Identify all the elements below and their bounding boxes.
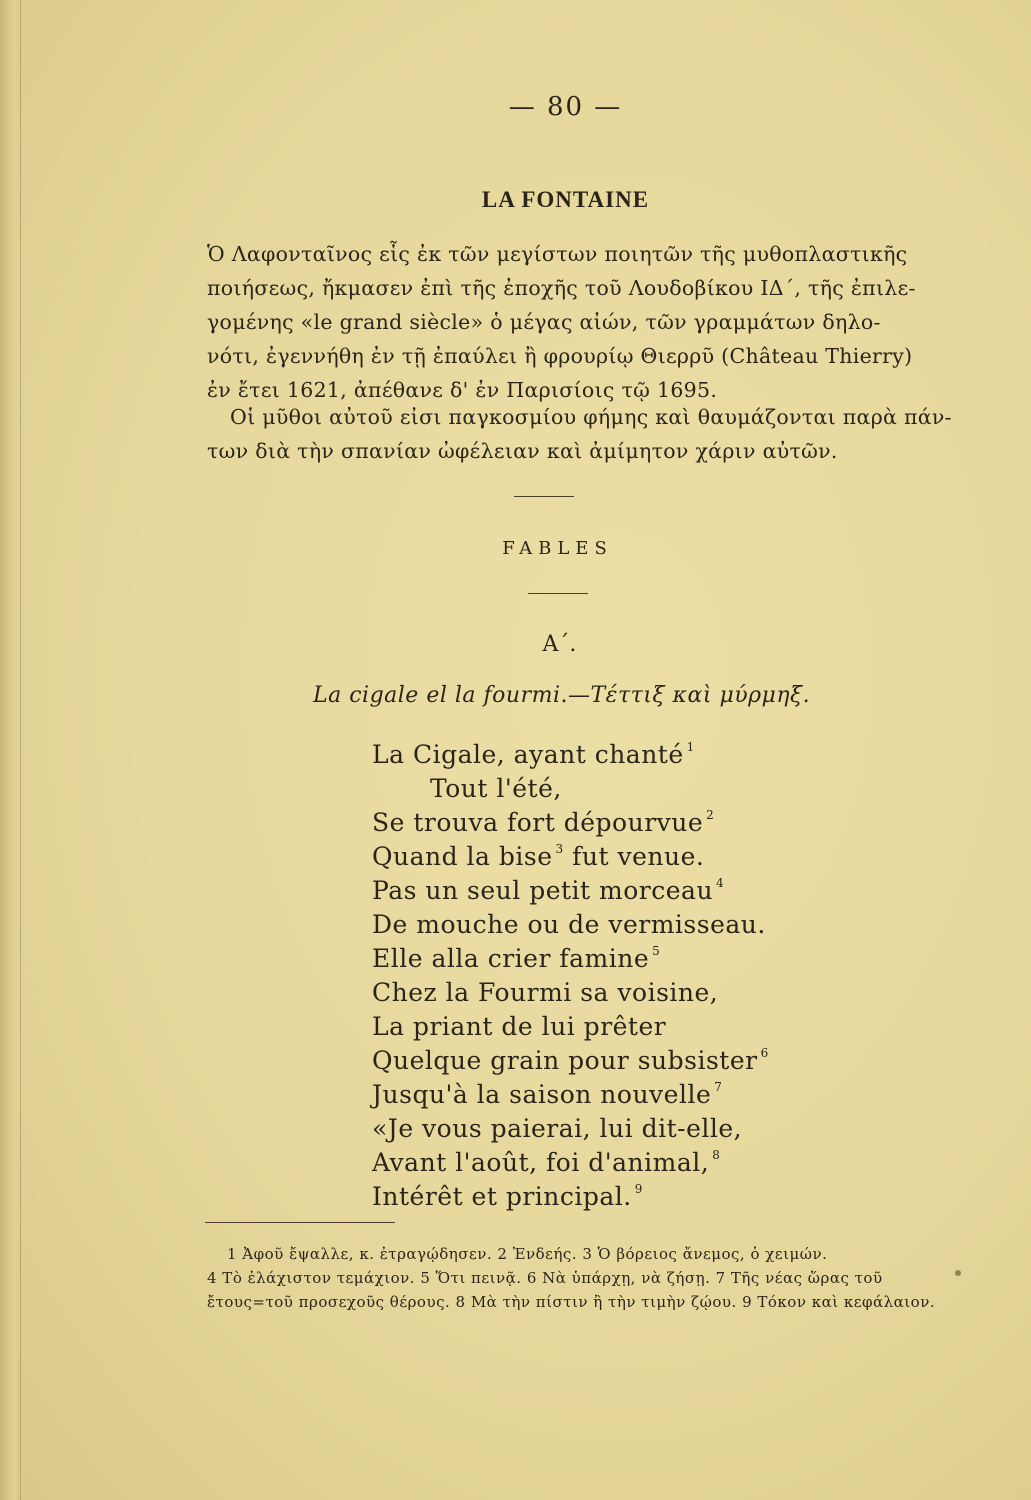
- verse-text: La priant de lui prêter: [372, 1012, 667, 1041]
- footnote-marker: 5: [652, 944, 661, 958]
- intro-line-6: Οἱ μῦθοι αὐτοῦ εἰσι παγκοσμίου φήμης καὶ θαυμάζονται παρὰ πάν-: [230, 405, 952, 429]
- footnote-marker: 8: [712, 1148, 721, 1162]
- footnote-rule: [205, 1222, 395, 1223]
- verse-text: Intérêt et principal.: [372, 1182, 632, 1211]
- verse-text: Pas un seul petit morceau: [372, 876, 714, 905]
- verse-text: «Je vous paierai, lui dit-elle,: [372, 1114, 743, 1143]
- verse-text: Tout l'été,: [430, 774, 562, 803]
- intro-line-4: νότι, ἐγεννήθη ἐν τῇ ἐπαύλει ἢ φρουρίῳ Θιερρῦ (Château Thierry): [207, 344, 913, 368]
- verse-line: [372, 740, 695, 769]
- verse-text: Jusqu'à la saison nouvelle: [372, 1080, 712, 1109]
- footnote-line-3: ἔτους=τοῦ προσεχοῦς θέρους. 8 Μὰ τὴν πίστιν ἢ τὴν τιμὴν ζῴου. 9 Τόκον καὶ κεφάλαιον.: [207, 1293, 936, 1311]
- page-left-edge: [0, 0, 18, 1500]
- fable-number: Α΄.: [542, 632, 577, 657]
- intro-line-3: γομένης «le grand siècle» ὁ μέγας αἰών, τῶν γραμμάτων δηλο-: [207, 310, 881, 334]
- page-fold-line: [20, 0, 21, 1500]
- verse-text: Avant l'août, foi d'animal,: [372, 1148, 710, 1177]
- footnote-marker: 2: [706, 808, 715, 822]
- verse-line: [372, 876, 724, 905]
- page-number: — 80 —: [508, 92, 623, 122]
- divider-rule: [514, 496, 574, 497]
- verse-text: Elle alla crier famine: [372, 944, 650, 973]
- verse-text: Quelque grain pour subsister: [372, 1046, 758, 1075]
- verse-text: Se trouva fort dépourvue: [372, 808, 704, 837]
- verse-text-after: fut venue.: [563, 842, 705, 871]
- verse-line: [372, 1046, 769, 1075]
- footnote-marker: 6: [760, 1046, 769, 1060]
- footnote-marker: 7: [714, 1080, 723, 1094]
- verse-line: [430, 774, 562, 803]
- intro-line-5: ἐν ἔτει 1621, ἀπέθανε δ' ἐν Παρισίοις τῷ 1695.: [207, 378, 718, 402]
- verse-line: [372, 1080, 722, 1109]
- footnote-marker: 3: [555, 842, 564, 856]
- fable-title: La cigale el la fourmi.—Τέττιξ καὶ μύρμηξ.: [313, 683, 811, 708]
- verse-line: [372, 1012, 666, 1041]
- ink-spot: [955, 1270, 961, 1276]
- verse-line: [372, 1114, 742, 1143]
- intro-line-2: ποιήσεως, ἤκμασεν ἐπὶ τῆς ἐποχῆς τοῦ Λουδοβίκου ΙΔ΄, τῆς ἐπιλε-: [207, 276, 916, 300]
- verse-text: De mouche ou de vermisseau.: [372, 910, 766, 939]
- verse-text: Quand la bise: [372, 842, 553, 871]
- verse-line: [372, 1182, 643, 1211]
- verse-text: Chez la Fourmi sa voisine,: [372, 978, 719, 1007]
- verse-line: [372, 978, 718, 1007]
- intro-line-1: Ὁ Λαφονταῖνος εἷς ἐκ τῶν μεγίστων ποιητῶν τῆς μυθοπλαστικῆς: [207, 242, 908, 266]
- footnote-marker: 9: [634, 1182, 643, 1196]
- verse-line: [372, 808, 714, 837]
- footnote-marker: 4: [716, 876, 725, 890]
- intro-line-7: των διὰ τὴν σπανίαν ὠφέλειαν καὶ ἀμίμητον χάριν αὐτῶν.: [207, 439, 838, 463]
- divider-rule: [528, 593, 588, 594]
- verse-line: [372, 1148, 720, 1177]
- verse-line: [372, 944, 660, 973]
- page-title: LA FONTAINE: [481, 187, 650, 212]
- verse-text: La Cigale, ayant chanté: [372, 740, 684, 769]
- footnote-line-1: 1 Ἀφοῦ ἔψαλλε, κ. ἐτραγῴδησεν. 2 Ἐνδεής. 3 Ὁ βόρειος ἄνεμος, ὁ χειμών.: [227, 1245, 828, 1263]
- footnote-marker: 1: [686, 740, 695, 754]
- verse-line: [372, 910, 766, 939]
- section-heading: FABLES: [502, 538, 613, 559]
- footnote-line-2: 4 Τὸ ἐλάχιστον τεμάχιον. 5 Ὅτι πεινᾷ. 6 Νὰ ὑπάρχῃ, νὰ ζήσῃ. 7 Τῆς νέας ὥρας τοῦ: [207, 1269, 883, 1287]
- verse-line: [372, 842, 704, 871]
